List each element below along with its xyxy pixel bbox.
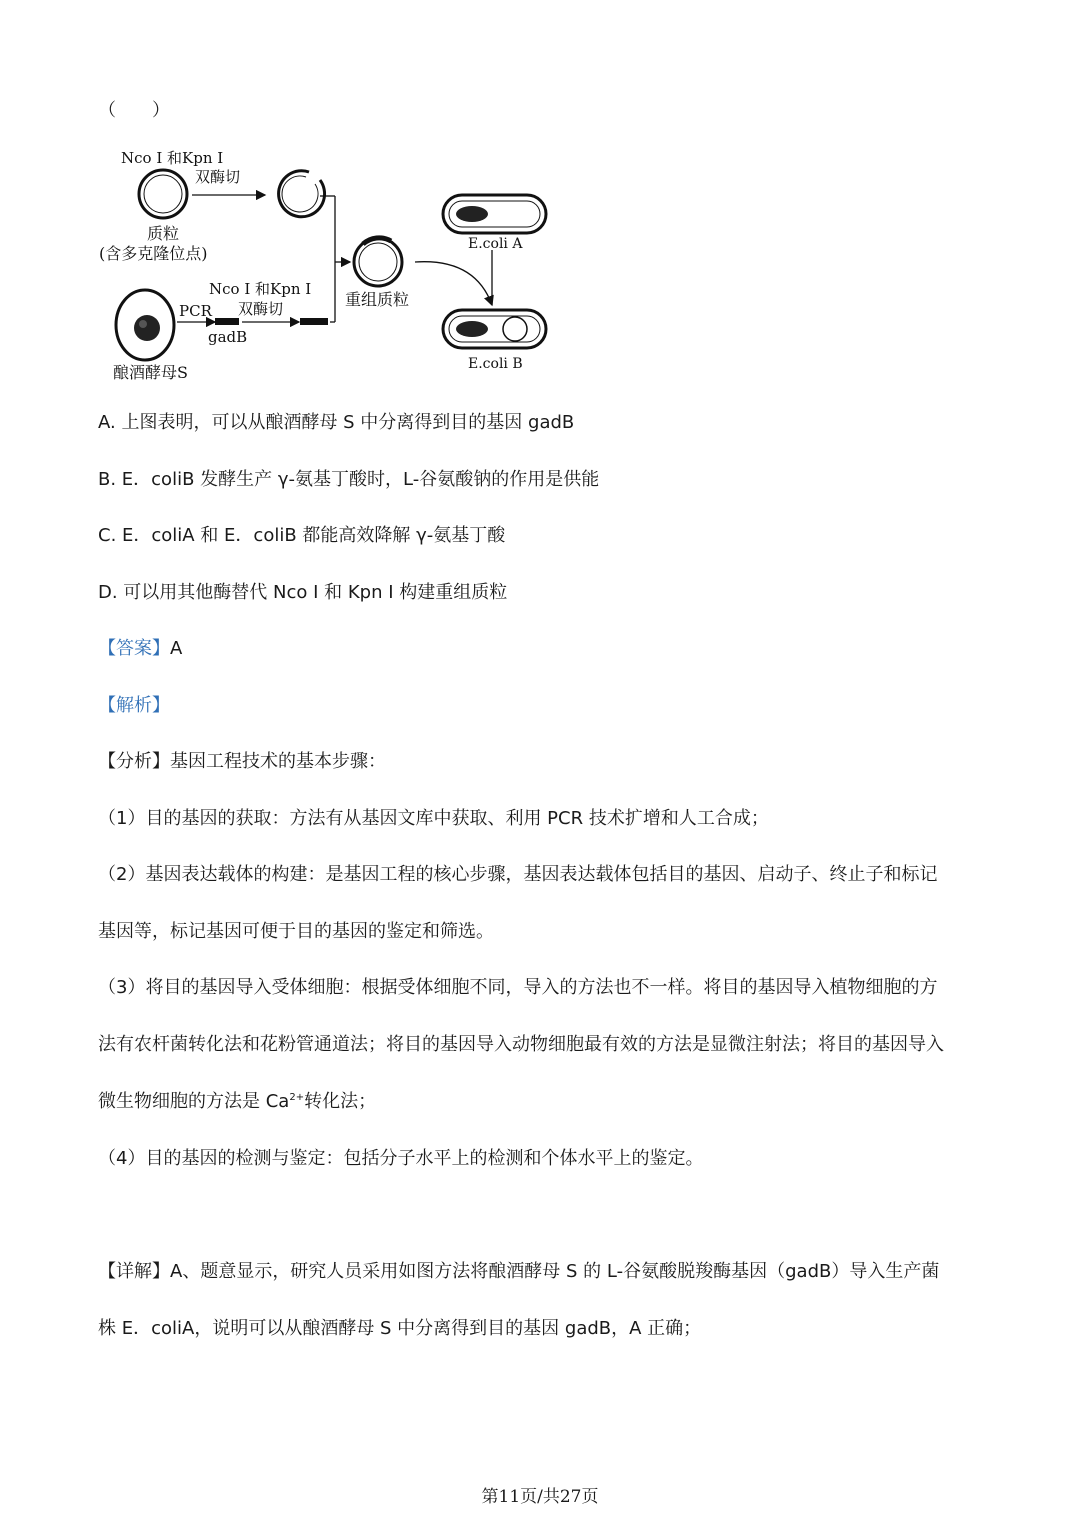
- gene-engineering-diagram: [95, 140, 565, 390]
- step3-line3-post: 转化法；: [304, 1091, 377, 1112]
- answer-value: A: [170, 638, 183, 659]
- enzyme-label-top-1: Nco I 和Kpn I: [121, 149, 224, 167]
- recombinant-label: 重组质粒: [345, 290, 410, 309]
- analysis-step4: （4）目的基因的检测与鉴定：包括分子水平上的检测和个体水平上的鉴定。: [98, 1148, 704, 1169]
- ecoli-b-label: E.coli B: [468, 356, 523, 372]
- analysis-step1: （1）目的基因的获取：方法有从基因文库中获取、利用 PCR 技术扩增和人工合成；: [98, 808, 769, 829]
- enzyme-label-bottom-2: 双酶切: [238, 300, 284, 318]
- analysis-step3-line3: [98, 1091, 990, 1113]
- yeast-label: 酿酒酵母S: [113, 363, 188, 382]
- analysis-step3-line2: 法有农杆菌转化法和花粉管通道法；将目的基因导入动物细胞最有效的方法是显微注射法；将目的基因导入: [98, 1034, 944, 1055]
- analysis-step2-line2: 基因等，标记基因可便于目的基因的鉴定和筛选。: [98, 921, 494, 942]
- enzyme-label-top-2: 双酶切: [195, 168, 241, 186]
- ecoli-b-icon: [443, 310, 546, 348]
- plasmid-icon: [139, 170, 187, 218]
- enzyme-label-bottom-1: Nco I 和Kpn I: [209, 280, 312, 298]
- transformation-arrow: [415, 262, 492, 305]
- option-a: A. 上图表明，可以从酿酒酵母 S 中分离得到目的基因 gadB: [98, 412, 575, 433]
- cut-gadb-fragment: [300, 318, 328, 325]
- answer-line: [98, 638, 990, 660]
- analysis-intro: 【分析】基因工程技术的基本步骤：: [98, 751, 386, 772]
- cut-plasmid-icon: [279, 171, 325, 217]
- plasmid-label: 质粒: [147, 224, 180, 243]
- yeast-cell-icon: [116, 290, 174, 360]
- detail-line1: 【详解】A、题意显示，研究人员采用如图方法将酿酒酵母 S 的 L-谷氨酸脱羧酶基因（gadB）导入生产菌: [98, 1261, 940, 1282]
- pcr-label: PCR: [179, 302, 212, 320]
- question-bracket: （ ）: [98, 100, 170, 121]
- gadb-fragment: [215, 318, 239, 325]
- recombinant-plasmid-icon: [354, 238, 402, 286]
- gene-label: gadB: [208, 328, 248, 346]
- analysis-label: 【解析】: [98, 695, 170, 716]
- analysis-step2-line1: （2）基因表达载体的构建：是基因工程的核心步骤，基因表达载体包括目的基因、启动子、终止子和标记: [98, 864, 938, 885]
- ecoli-a-icon: [443, 195, 546, 233]
- plasmid-sublabel: (含多克隆位点): [99, 244, 208, 263]
- page-footer: 第11页/共27页: [481, 1487, 599, 1507]
- detail-line2: 株 E．coliA，说明可以从酿酒酵母 S 中分离得到目的基因 gadB，A 正确；: [98, 1318, 702, 1339]
- option-c: C. E．coliA 和 E．coliB 都能高效降解 γ-氨基丁酸: [98, 525, 506, 546]
- answer-label: 【答案】: [98, 638, 170, 659]
- ecoli-a-label: E.coli A: [468, 236, 523, 252]
- option-d: D. 可以用其他酶替代 Nco I 和 Kpn I 构建重组质粒: [98, 582, 508, 603]
- step3-line3-pre: 微生物细胞的方法是 Ca: [98, 1091, 290, 1112]
- option-b: B. E．coliB 发酵生产 γ-氨基丁酸时，L-谷氨酸钠的作用是供能: [98, 469, 600, 490]
- calcium-superscript: 2+: [289, 1092, 305, 1103]
- analysis-step3-line1: （3）将目的基因导入受体细胞：根据受体细胞不同，导入的方法也不一样。将目的基因导入植物细胞的方: [98, 977, 938, 998]
